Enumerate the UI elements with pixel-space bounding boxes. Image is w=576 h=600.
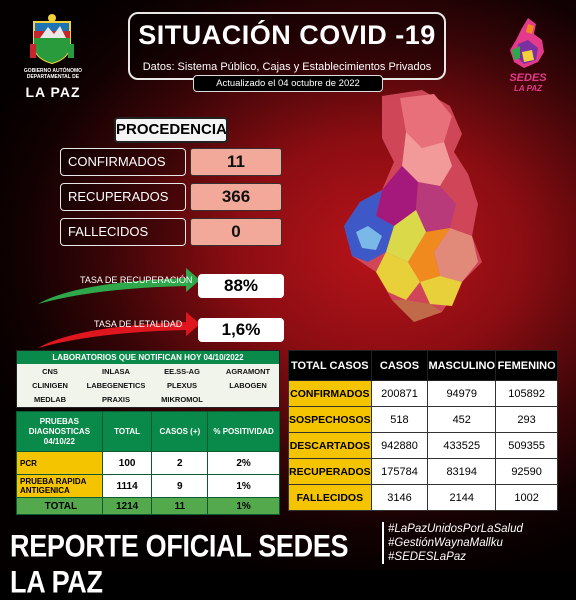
case-count: 200871 [371, 381, 428, 407]
case-type: FALLECIDOS [289, 485, 372, 511]
table-header-row [17, 412, 280, 452]
table-header: FEMENINO [496, 351, 558, 381]
case-female: 293 [496, 407, 558, 433]
gobernacion-logo [20, 14, 86, 100]
test-positive: 11 [152, 498, 208, 515]
recovery-rate-label: TASA DE RECUPERACIÓN [80, 275, 193, 285]
procedencia-title: PROCEDENCIA [114, 117, 228, 143]
procedencia-label: RECUPERADOS [60, 183, 186, 211]
table-row [289, 407, 558, 433]
table-header: TOTAL CASOS [289, 351, 372, 381]
official-report-footer: REPORTE OFICIAL SEDES LA PAZ [10, 529, 349, 600]
table-row [289, 381, 558, 407]
lab-item: INLASA [102, 367, 130, 376]
coat-of-arms-icon [30, 14, 74, 64]
sedes-sub: LA PAZ [514, 84, 542, 93]
lab-item: AGRAMONT [225, 367, 271, 376]
lab-item: LABOGEN [229, 381, 267, 390]
case-female: 1002 [496, 485, 558, 511]
gobernacion-caption: GOBIERNO AUTÓNOMO DEPARTAMENTAL DE [23, 68, 83, 80]
laboratories-panel [16, 350, 280, 408]
table-row [289, 433, 558, 459]
procedencia-value: 0 [190, 218, 282, 246]
lab-item: MEDLAB [33, 395, 67, 404]
gobernacion-name: LA PAZ [25, 84, 81, 100]
case-female: 105892 [496, 381, 558, 407]
table-row [17, 475, 280, 498]
table-row [289, 459, 558, 485]
table-total-row [17, 498, 280, 515]
table-header: CASOS [371, 351, 428, 381]
case-count: 942880 [371, 433, 428, 459]
lab-item: EE.SS-AG [164, 367, 200, 376]
test-positivity: 1% [208, 498, 280, 515]
table-row [17, 452, 280, 475]
table-header: % POSITIVIDAD [208, 412, 280, 452]
test-positive: 2 [152, 452, 208, 475]
diagnostic-tests-table [16, 411, 280, 515]
lab-item: MIKROMOL [161, 395, 203, 404]
lethality-rate-value: 1,6% [198, 318, 284, 342]
hashtag: #SEDESLaPaz [388, 551, 466, 563]
sedes-name: SEDES [509, 72, 547, 84]
laboratories-grid [17, 364, 279, 407]
lab-item: PLEXUS [166, 381, 197, 390]
sedes-map-icon [498, 14, 558, 72]
test-positive: 9 [152, 475, 208, 498]
lab-item: CNS [42, 367, 58, 376]
test-name: PRUEBA RAPIDA ANTIGENICA [17, 475, 103, 498]
table-header: MASCULINO [428, 351, 496, 381]
case-male: 94979 [428, 381, 496, 407]
recovery-rate [36, 264, 286, 304]
lab-item: LABEGENETICS [86, 381, 146, 390]
case-type: SOSPECHOSOS [289, 407, 372, 433]
lab-item: PRAXIS [102, 395, 130, 404]
total-cases-table [288, 350, 558, 511]
case-count: 518 [371, 407, 428, 433]
case-male: 433525 [428, 433, 496, 459]
procedencia-label: FALLECIDOS [60, 218, 186, 246]
case-male: 452 [428, 407, 496, 433]
hashtag: #GestiónWaynaMallku [388, 537, 503, 549]
hashtag: #LaPazUnidosPorLaSalud [388, 523, 523, 535]
recovery-rate-value: 88% [198, 274, 284, 298]
test-positivity: 1% [208, 475, 280, 498]
case-count: 3146 [371, 485, 428, 511]
procedencia-value: 11 [190, 148, 282, 176]
case-male: 2144 [428, 485, 496, 511]
procedencia-row-recuperados [60, 183, 282, 211]
lab-item: CLINIGEN [32, 381, 68, 390]
case-female: 509355 [496, 433, 558, 459]
updated-date: Actualizado el 04 octubre de 2022 [193, 75, 383, 92]
test-positivity: 2% [208, 452, 280, 475]
procedencia-label: CONFIRMADOS [60, 148, 186, 176]
test-total: 1114 [102, 475, 152, 498]
case-female: 92590 [496, 459, 558, 485]
table-row [289, 485, 558, 511]
test-name: PCR [17, 452, 103, 475]
case-count: 175784 [371, 459, 428, 485]
table-header: CASOS (+) [152, 412, 208, 452]
title-box [128, 12, 446, 80]
procedencia-row-fallecidos [60, 218, 282, 246]
procedencia-value: 366 [190, 183, 282, 211]
laboratories-title: LABORATORIOS QUE NOTIFICAN HOY 04/10/2022 [17, 351, 279, 364]
case-male: 83194 [428, 459, 496, 485]
la-paz-map-illustration [322, 86, 502, 326]
lab-item [215, 393, 281, 407]
lethality-rate [36, 308, 286, 348]
case-type: DESCARTADOS [289, 433, 372, 459]
lethality-rate-label: TASA DE LETALIDAD [94, 319, 183, 329]
page-title: SITUACIÓN COVID -19 [138, 20, 436, 50]
test-name: TOTAL [17, 498, 103, 515]
test-total: 1214 [102, 498, 152, 515]
test-total: 100 [102, 452, 152, 475]
table-header: PRUEBAS DIAGNOSTICAS 04/10/22 [17, 412, 103, 452]
procedencia-row-confirmados [60, 148, 282, 176]
case-type: RECUPERADOS [289, 459, 372, 485]
table-header: TOTAL [102, 412, 152, 452]
sedes-logo [498, 14, 558, 100]
hashtags [382, 522, 572, 564]
table-header-row [289, 351, 558, 381]
data-source: Datos: Sistema Público, Cajas y Establecimientos Privados [142, 61, 432, 73]
case-type: CONFIRMADOS [289, 381, 372, 407]
